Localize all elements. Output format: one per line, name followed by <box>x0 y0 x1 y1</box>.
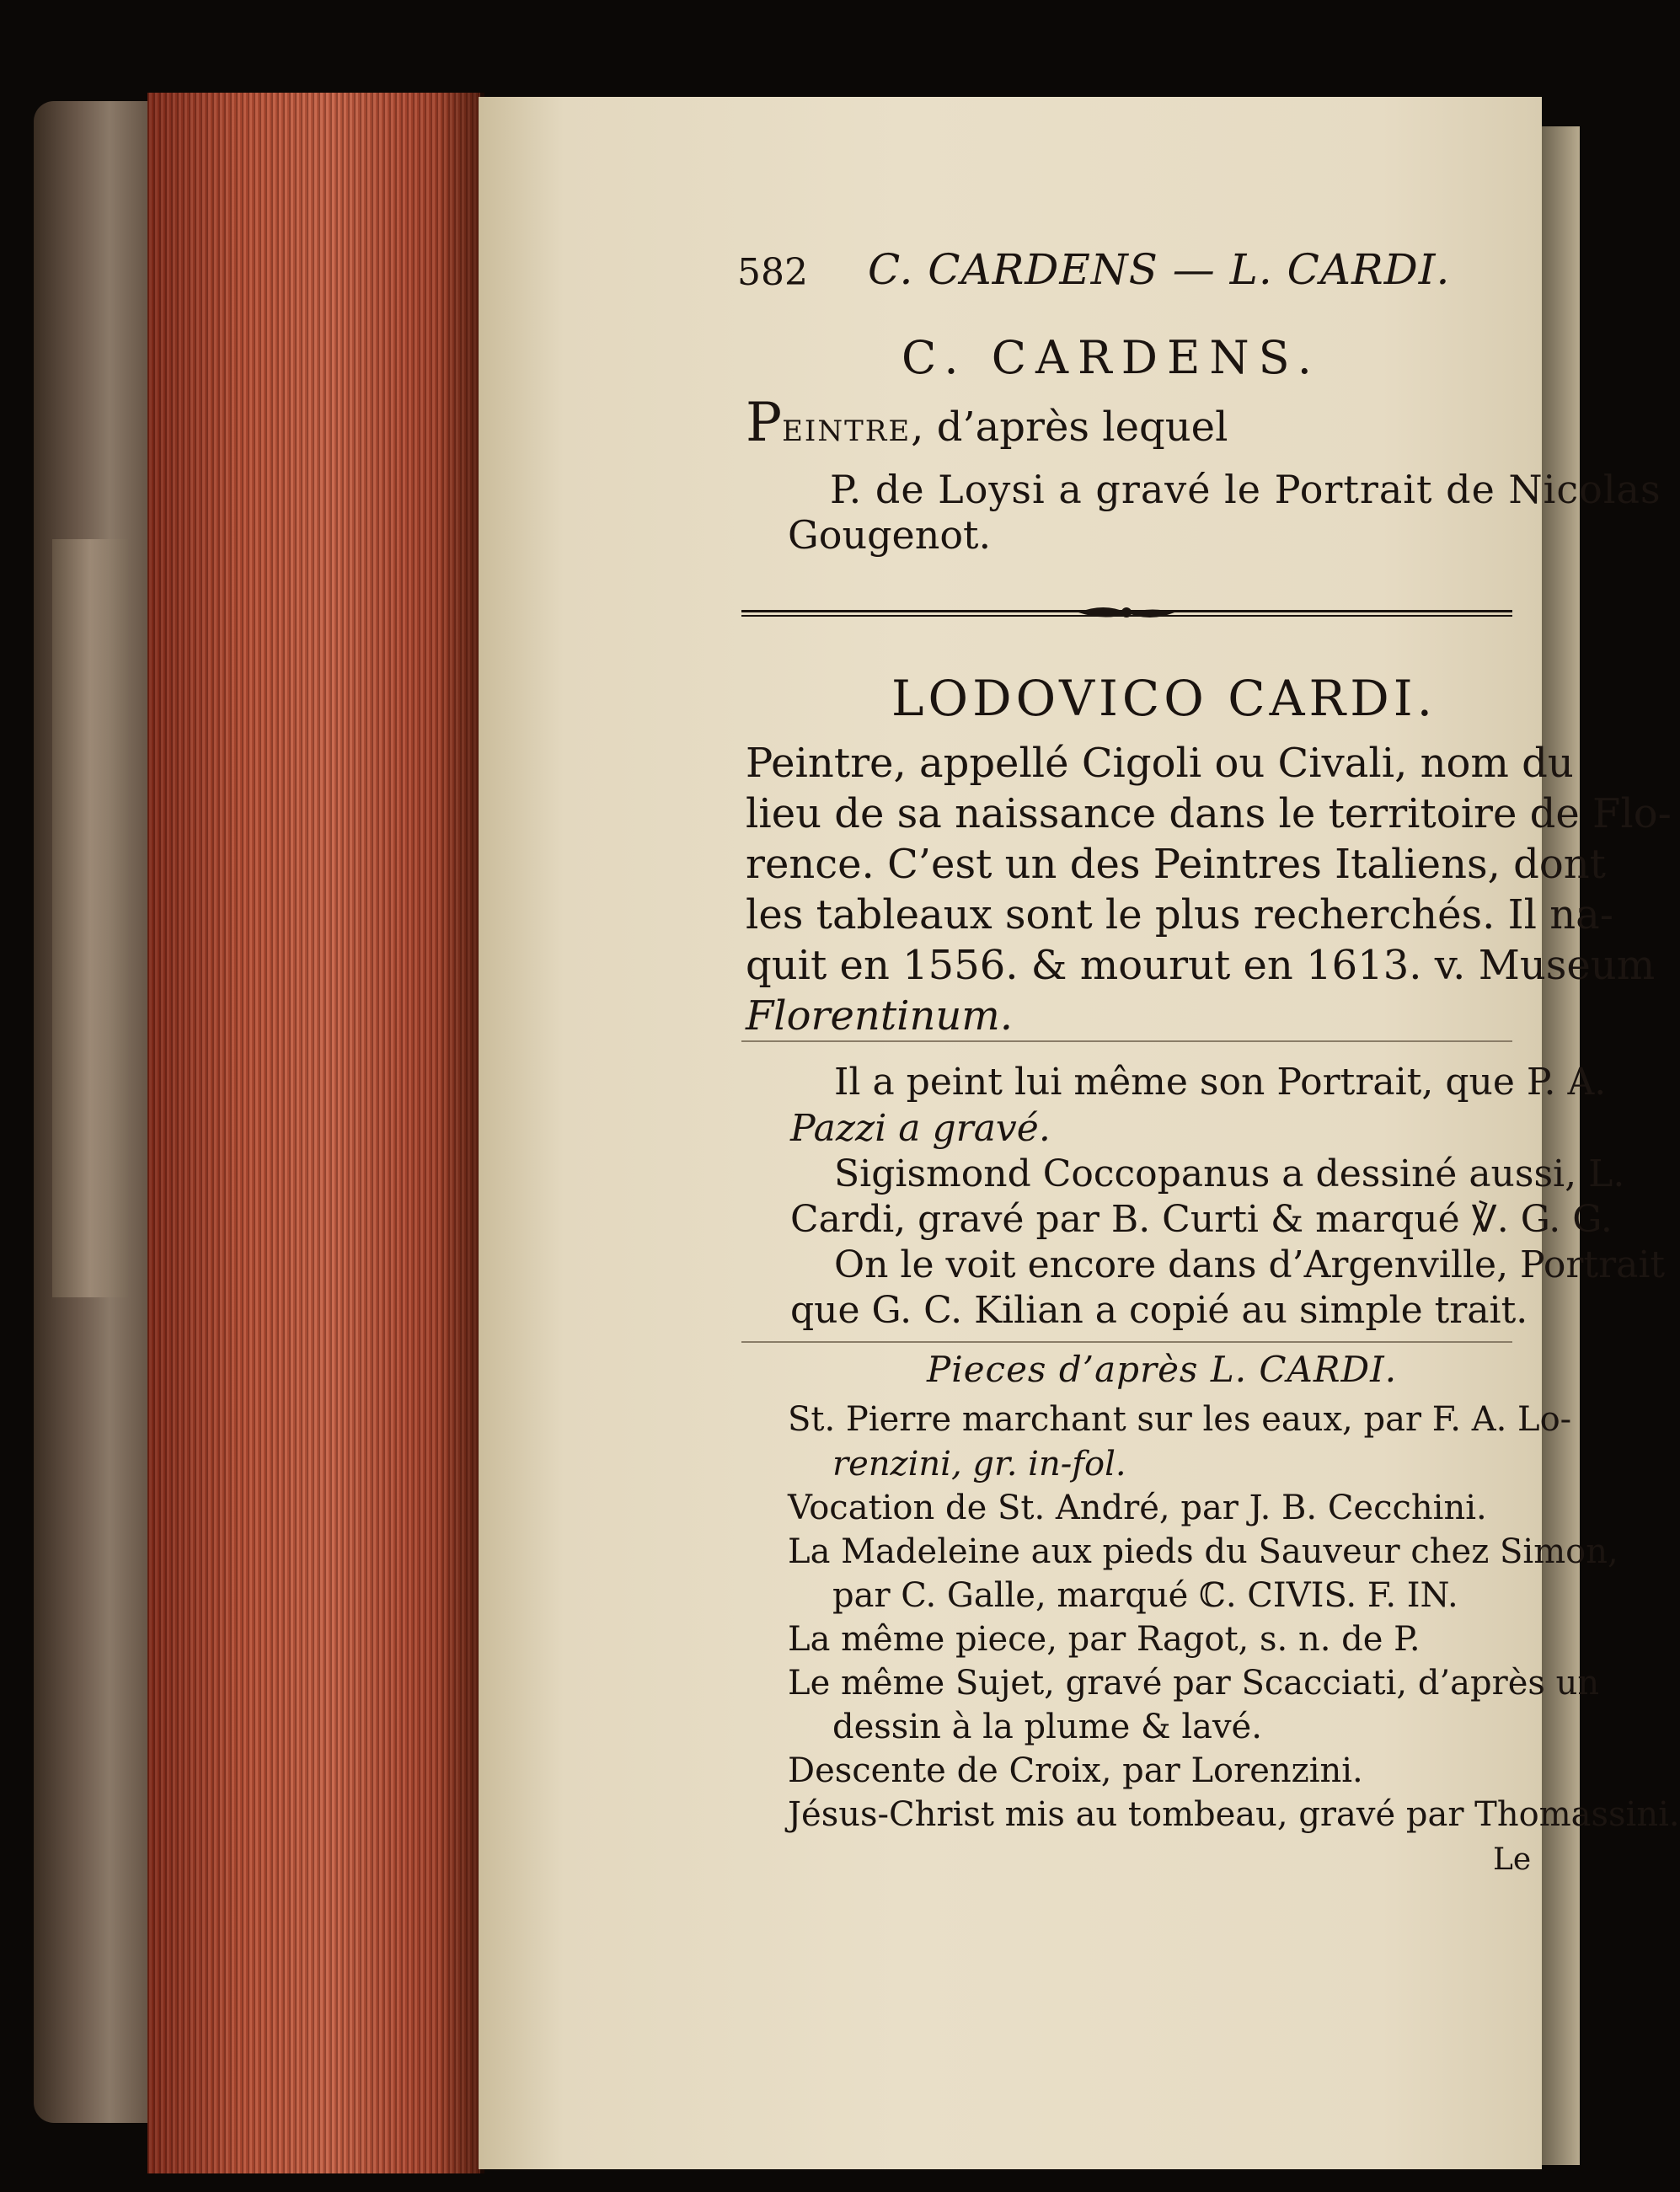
peintre-small-caps: eintre <box>782 404 912 451</box>
running-head: C. CARDENS — L. CARDI. <box>868 245 1451 294</box>
entry-intro-cardens <box>746 392 1228 454</box>
piece-line: La même piece, par Ragot, s. n. de P. <box>788 1620 1421 1659</box>
page-edges <box>147 93 480 2173</box>
pieces-heading: Pieces d’après L. CARDI. <box>927 1349 1398 1390</box>
piece-line: par C. Galle, marqué ℂ. CIVIS. F. IN. <box>832 1576 1458 1615</box>
facing-page-edge <box>1542 126 1580 2165</box>
separator-rule <box>741 1341 1512 1343</box>
paragraph-line: rence. C’est un des Peintres Italiens, dont <box>746 841 1606 888</box>
book-cover-band <box>52 539 128 1297</box>
paragraph-line: Cardi, gravé par B. Curti & marqué ℣. G. G. <box>790 1198 1613 1241</box>
piece-line: renzini, gr. in-fol. <box>832 1445 1126 1484</box>
piece-line: Descente de Croix, par Lorenzini. <box>788 1751 1363 1790</box>
entry-title-lodovico-cardi: LODOVICO CARDI. <box>891 670 1437 727</box>
piece-line: Vocation de St. André, par J. B. Cecchini. <box>788 1489 1487 1527</box>
paragraph-line: que G. C. Kilian a copié au simple trait. <box>790 1289 1528 1332</box>
paragraph-line: On le voit encore dans d’Argenville, Portrait <box>834 1243 1666 1286</box>
paragraph-line: Peintre, appellé Cigoli ou Civali, nom du <box>746 740 1574 787</box>
piece-line: Le même Sujet, gravé par Scacciati, d’après un <box>788 1664 1600 1703</box>
entry-title-cardens: C. CARDENS. <box>902 331 1321 384</box>
paragraph-line: Il a peint lui même son Portrait, que P. A. <box>834 1061 1607 1104</box>
decorative-rule <box>741 602 1512 623</box>
piece-line: Jésus-Christ mis au tombeau, gravé par Thomassini. <box>788 1795 1680 1834</box>
paragraph-line: Pazzi a gravé. <box>790 1107 1051 1150</box>
separator-rule <box>741 1040 1512 1042</box>
body-line: P. de Loysi a gravé le Portrait de Nicolas <box>830 467 1661 512</box>
drop-initial: P <box>746 392 783 454</box>
paragraph-line: quit en 1556. & mourut en 1613. v. Museum <box>746 942 1656 989</box>
piece-line: La Madeleine aux pieds du Sauveur chez Simon, <box>788 1532 1618 1571</box>
page-number: 582 <box>737 251 808 294</box>
paragraph-line: Sigismond Coccopanus a dessiné aussi, L. <box>834 1152 1625 1195</box>
piece-line: dessin à la plume & lavé. <box>832 1708 1262 1746</box>
paragraph-line: Florentinum. <box>746 992 1014 1040</box>
catchword: Le <box>1493 1842 1532 1877</box>
piece-line: St. Pierre marchant sur les eaux, par F. A. Lo- <box>788 1400 1572 1439</box>
paragraph-line: les tableaux sont le plus recherchés. Il na- <box>746 891 1613 938</box>
body-line: Gougenot. <box>788 512 992 558</box>
intro-text: , d’après lequel <box>911 404 1228 451</box>
paragraph-line: lieu de sa naissance dans le territoire de Flo- <box>746 790 1672 837</box>
page-edges-shadow <box>438 93 484 2173</box>
